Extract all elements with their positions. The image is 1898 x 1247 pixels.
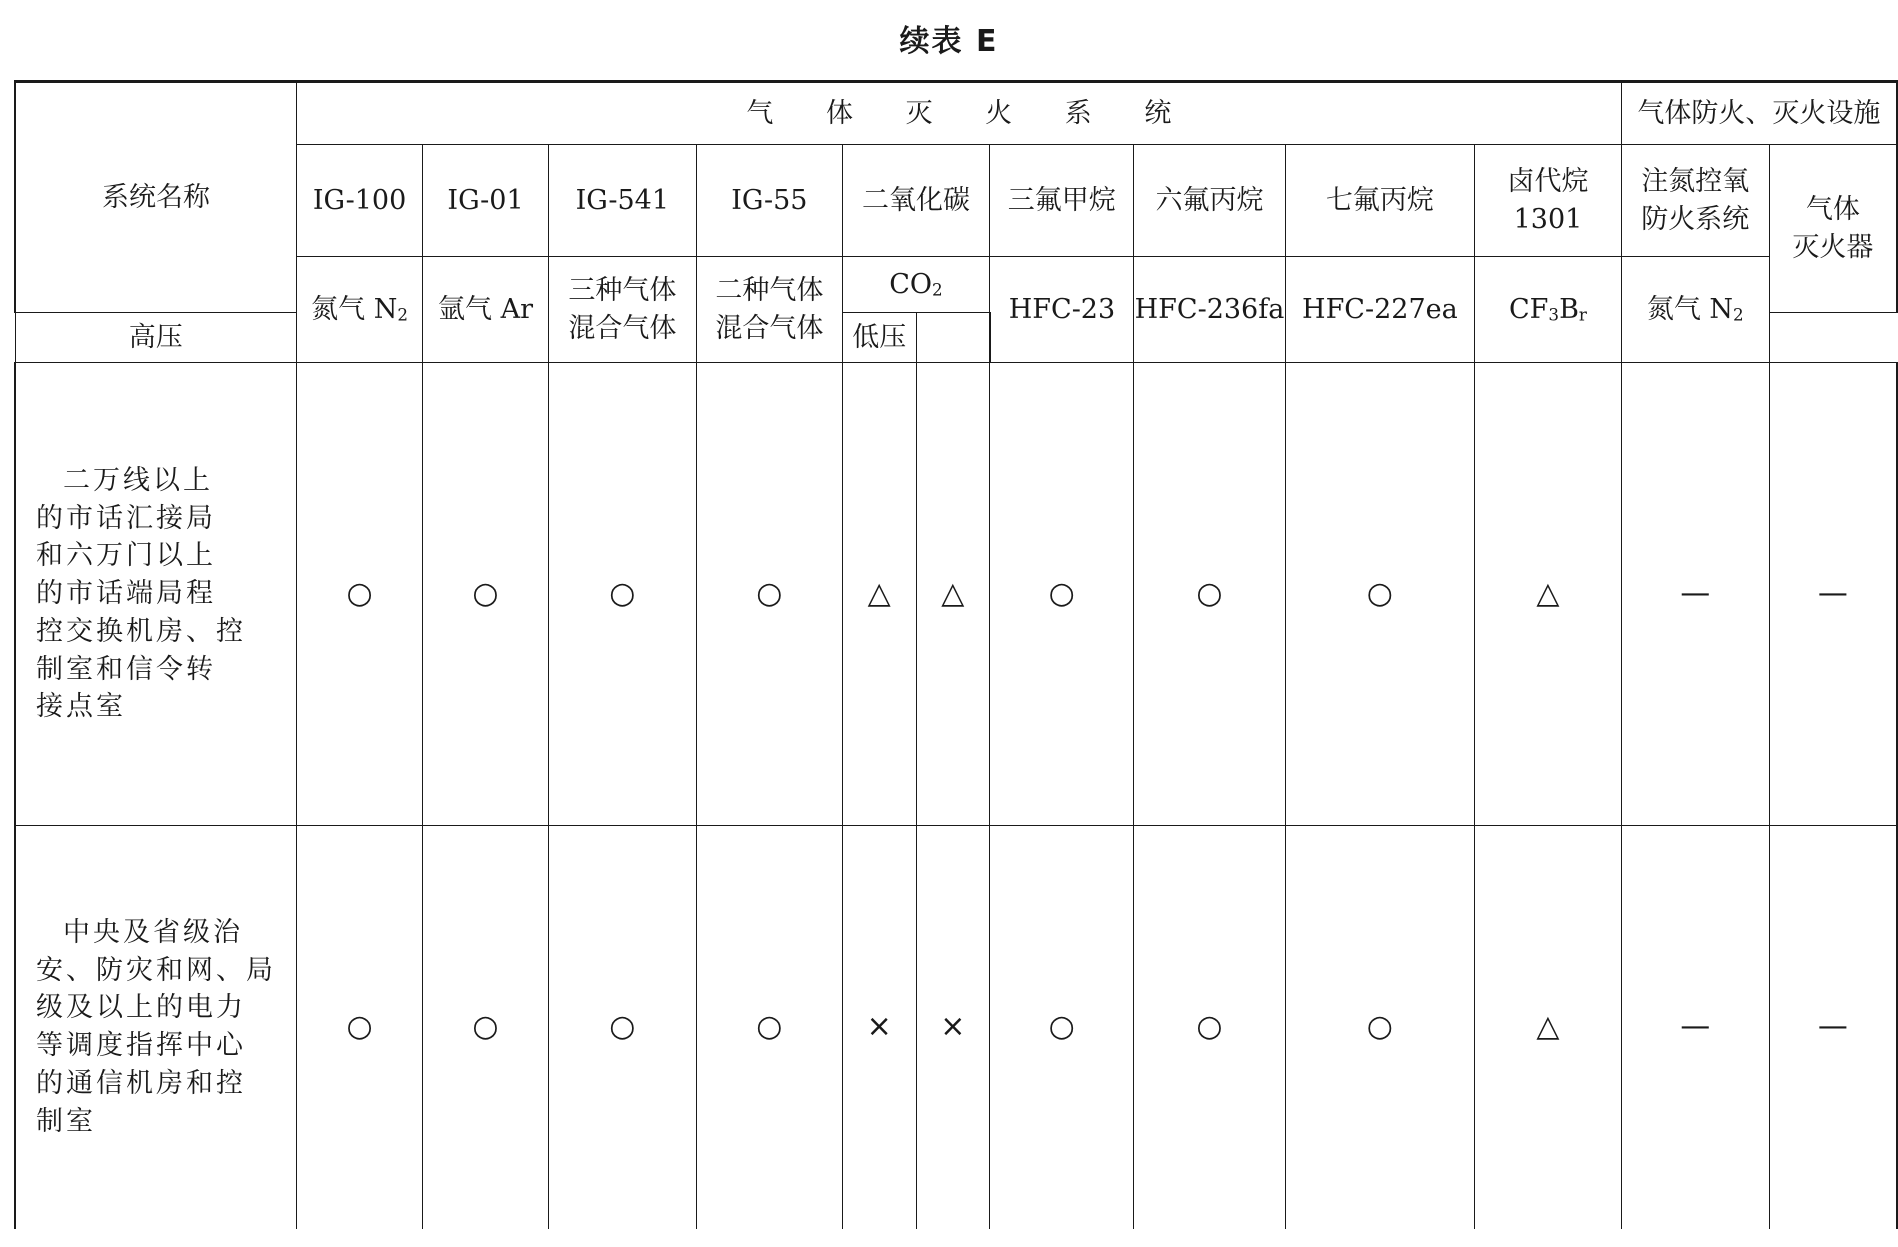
header-agent-trifluoromethane [990, 145, 1134, 257]
agent-name: IG-55 [731, 184, 808, 216]
formula-ig01 [423, 257, 549, 363]
formula-text: 氮气 $N_2$ [1646, 293, 1744, 325]
row-name-line: 控交换机房、控 [36, 615, 246, 647]
suitability-mark: ○ [548, 363, 696, 826]
suitability-mark: ○ [1134, 363, 1285, 826]
facility-extinguisher-formula [916, 313, 990, 363]
header-facility-extinguisher [1769, 145, 1897, 313]
facility-name-line1: 气体 [1805, 193, 1860, 225]
row-name-line: 的通信机房和控 [36, 1068, 246, 1100]
facility-name-line2: 防火系统 [1641, 203, 1750, 235]
fire-system-table [14, 80, 1898, 1229]
agent-name: 三氟甲烷 [1007, 184, 1116, 216]
suitability-mark: ○ [1285, 363, 1475, 826]
co2-low-label: 低压 [852, 321, 907, 353]
co2-high-pressure [15, 313, 297, 363]
formula-hfc236fa [1134, 257, 1285, 363]
row-name-line: 级及以上的电力 [36, 992, 246, 1024]
suitability-mark: ○ [423, 363, 549, 826]
suitability-mark: — [1769, 826, 1897, 1229]
header-agent-ig55 [696, 145, 842, 257]
suitability-mark: × [916, 826, 990, 1229]
header-agent-ig01 [423, 145, 549, 257]
facility-name-line2: 灭火器 [1792, 231, 1874, 263]
suitability-mark: △ [1475, 363, 1622, 826]
co2-high-label: 高压 [128, 321, 183, 353]
formula-text: HFC-23 [1008, 293, 1116, 325]
suitability-mark: △ [916, 363, 990, 826]
row-name-line: 等调度指挥中心 [36, 1030, 246, 1062]
agent-name-line2: 1301 [1513, 203, 1583, 235]
row-name-line: 安、防灾和网、局 [36, 954, 276, 986]
header-group-facility-label: 气体防火、灭火设施 [1637, 97, 1881, 129]
formula-hfc23 [990, 257, 1134, 363]
suitability-mark: ○ [990, 826, 1134, 1229]
formula-text: $CO_2$ [889, 268, 943, 300]
formula-ig55 [696, 257, 842, 363]
suitability-mark: △ [1475, 826, 1622, 1229]
facility-name-line1: 注氮控氧 [1641, 165, 1750, 197]
header-agent-ig541 [548, 145, 696, 257]
header-agent-heptafluoropropane [1285, 145, 1475, 257]
agent-name: IG-01 [447, 184, 524, 216]
header-system-name [15, 82, 297, 313]
suitability-mark: ○ [423, 826, 549, 1229]
suitability-mark: ○ [297, 363, 423, 826]
formula-line1: 二种气体 [715, 274, 824, 306]
suitability-mark: ○ [696, 826, 842, 1229]
formula-text: 氩气 Ar [438, 293, 534, 325]
header-facility-nitrogen-injection [1621, 145, 1769, 257]
agent-name: IG-541 [575, 184, 670, 216]
header-row-formulas-top [15, 257, 1897, 313]
formula-ig541 [548, 257, 696, 363]
row-name-line: 制室 [36, 1105, 96, 1137]
table-caption: 续表 E [899, 24, 999, 59]
formula-nitrogen [1621, 257, 1769, 363]
header-row-groups [15, 82, 1897, 145]
header-group-gas-label: 气 体 灭 火 系 统 [746, 97, 1194, 129]
formula-hfc227ea [1285, 257, 1475, 363]
suitability-mark: — [1621, 826, 1769, 1229]
header-row-agents [15, 145, 1897, 257]
row-name-line: 中央及省级治 [63, 916, 243, 948]
row-name-line: 二万线以上 [63, 464, 213, 496]
row-system-name [15, 826, 297, 1229]
row-name-line: 制室和信令转 [36, 653, 216, 685]
suitability-mark: ○ [1285, 826, 1475, 1229]
formula-ig100 [297, 257, 423, 363]
suitability-mark: △ [842, 363, 916, 826]
formula-line2: 混合气体 [568, 312, 677, 344]
suitability-mark: — [1769, 363, 1897, 826]
co2-low-pressure [842, 313, 916, 363]
agent-name: 七氟丙烷 [1325, 184, 1434, 216]
row-system-name [15, 363, 297, 826]
header-group-gas [297, 82, 1622, 145]
header-system-name-label: 系统名称 [102, 181, 210, 213]
header-agent-ig100 [297, 145, 423, 257]
agent-name: 二氧化碳 [861, 184, 970, 216]
header-agent-hexafluoropropane [1134, 145, 1285, 257]
row-name-line: 和六万门以上 [36, 540, 216, 572]
suitability-mark: ○ [548, 826, 696, 1229]
formula-text: $CF_3B_r$ [1509, 293, 1587, 325]
row-name-line: 接点室 [36, 691, 126, 723]
row-name-line: 的市话汇接局 [36, 502, 216, 534]
suitability-mark: ○ [990, 363, 1134, 826]
suitability-mark: × [842, 826, 916, 1229]
header-agent-halon1301 [1475, 145, 1622, 257]
agent-name: IG-100 [312, 184, 407, 216]
row-name-line: 的市话端局程 [36, 578, 216, 610]
formula-line1: 三种气体 [568, 274, 677, 306]
header-agent-co2 [842, 145, 989, 257]
formula-text: HFC-236fa [1134, 293, 1285, 325]
suitability-mark: ○ [696, 363, 842, 826]
agent-name: 六氟丙烷 [1155, 184, 1264, 216]
table-row [15, 363, 1897, 826]
header-group-facility [1621, 82, 1897, 145]
suitability-mark: ○ [297, 826, 423, 1229]
table-row [15, 826, 1897, 1229]
formula-text: 氮气 $N_2$ [311, 293, 409, 325]
formula-co2 [842, 257, 989, 313]
formula-line2: 混合气体 [715, 312, 824, 344]
suitability-mark: ○ [1134, 826, 1285, 1229]
suitability-mark: — [1621, 363, 1769, 826]
formula-cf3br [1475, 257, 1622, 363]
formula-text: HFC-227ea [1302, 293, 1458, 325]
agent-name-line1: 卤代烷 [1507, 165, 1589, 197]
